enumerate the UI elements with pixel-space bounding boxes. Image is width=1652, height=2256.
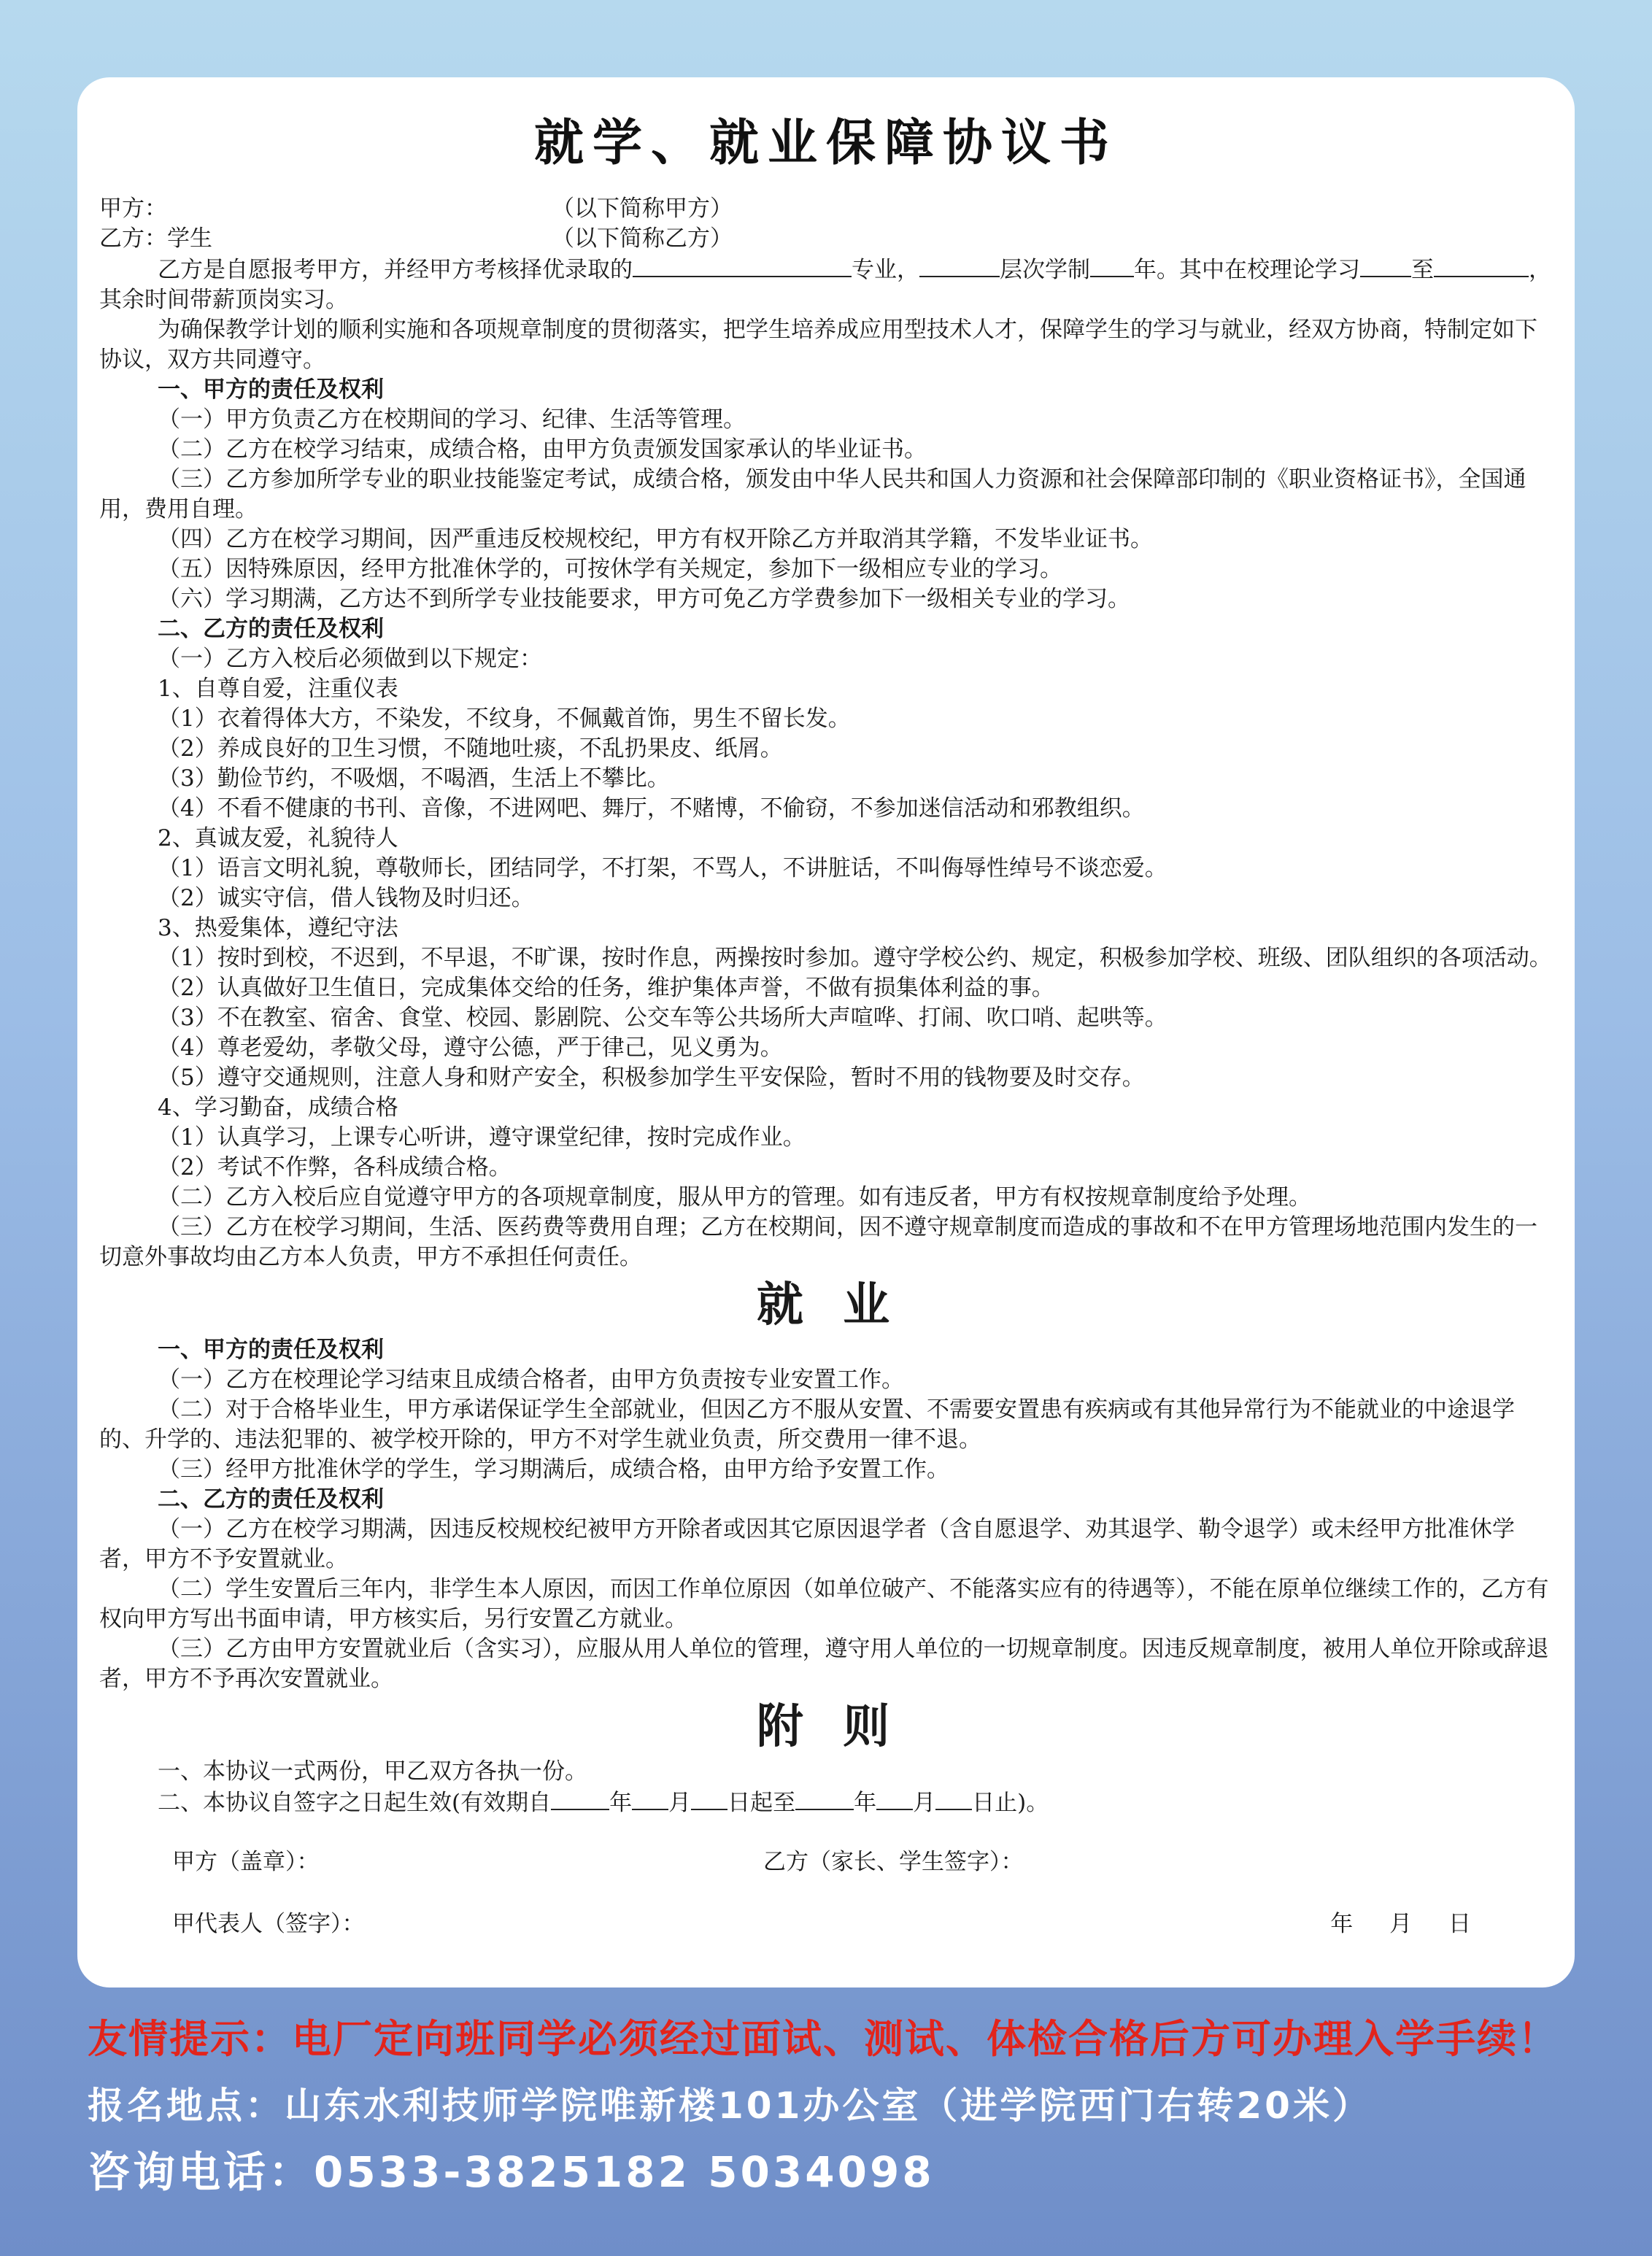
intro-seg1: 乙方是自愿报考甲方，并经甲方考核择优录取的 [158, 257, 633, 283]
appendix-heading: 附 则 [756, 1700, 902, 1754]
employment-b-heading: 二、乙方的责任及权利 [158, 1486, 384, 1513]
study-b-heading: 二、乙方的责任及权利 [158, 616, 384, 642]
validity-seg6: 月 [913, 1790, 936, 1816]
list-item: （二）对于合格毕业生，甲方承诺保证学生全部就业，但因乙方不服从安置、不需要安置患有疾病或有其他异常行为不能就业的中途退学的、升学的、违法犯罪的、被学校开除的，甲方不对学生就业负责，所交费用一律不退。 [99, 1397, 1515, 1453]
level-blank [919, 254, 1000, 277]
list-item: （1）认真学习，上课专心听讲，遵守课堂纪律，按时完成作业。 [158, 1124, 806, 1151]
list-item: （五）因特殊原因，经甲方批准休学的，可按休学有关规定，参加下一级相应专业的学习。 [158, 556, 1062, 582]
intro-seg3: 层次学制 [1000, 257, 1090, 283]
theory-start-blank [1360, 254, 1411, 277]
list-item: （2）考试不作弊，各科成绩合格。 [158, 1154, 512, 1181]
list-item: （2）认真做好卫生值日，完成集体交给的任务，维护集体声誉，不做有损集体利益的事。 [158, 975, 1054, 1001]
study-b-intro: （一）乙方入校后必须做到以下规定： [158, 646, 542, 672]
list-item: （4）尊老爱幼，孝敬父母，遵守公德，严于律己，见义勇为。 [158, 1035, 783, 1061]
party-a-line [99, 194, 1559, 224]
party-b-signature-label: 乙方（家长、学生签字）： [763, 1849, 1024, 1875]
start-year-blank [551, 1787, 609, 1810]
list-item: （一）乙方在校学习期满，因违反校规校纪被甲方开除者或因其它原因退学者（含自愿退学、劝其退学、勒令退学）或未经甲方批准休学者，甲方不予安置就业。 [99, 1516, 1515, 1572]
validity-seg1: 二、本协议自签字之日起生效(有效期自 [158, 1790, 552, 1816]
list-item: （1）语言文明礼貌，尊敬师长，团结同学，不打架，不骂人，不讲脏话，不叫侮辱性绰号不谈恋爱。 [158, 855, 1167, 881]
list-item: 4、学习勤奋，成绩合格 [158, 1094, 398, 1121]
list-item: （3）勤俭节约，不吸烟，不喝酒，生活上不攀比。 [158, 765, 670, 792]
list-item: （2）诚实守信，借人钱物及时归还。 [158, 885, 534, 911]
consultation-phone: 咨询电话：0533-3825182 5034098 [88, 2147, 935, 2197]
employment-heading: 就 业 [756, 1278, 902, 1332]
list-item: （三）乙方在校学习期间，生活、医药费等费用自理；乙方在校期间，因不遵守规章制度而造成的事故和不在甲方管理场地范围内发生的一切意外事故均由乙方本人负责，甲方不承担任何责任。 [99, 1214, 1537, 1270]
intro-seg6: ，其余时间带薪顶岗实习。 [99, 257, 1551, 313]
intro2-paragraph: 为确保教学计划的顺利实施和各项规章制度的贯彻落实，把学生培养成应用型技术人才，保障学生的学习与就业，经双方协商，特制定如下协议，双方共同遵守。 [99, 317, 1537, 373]
validity-seg7: 日止)。 [972, 1790, 1049, 1816]
agreement-body [99, 194, 1559, 1939]
signature-row [99, 1847, 1559, 1877]
signature-date: 年 月 日 [1330, 1911, 1471, 1937]
list-item: （三）乙方参加所学专业的职业技能鉴定考试，成绩合格，颁发由中华人民共和国人力资源和社会保障部印制的《职业资格证书》，全国通用，费用自理。 [99, 466, 1526, 522]
end-month-blank [876, 1787, 913, 1810]
appendix-item-1: 一、本协议一式两份，甲乙双方各执一份。 [158, 1758, 587, 1785]
intro-seg2: 专业， [852, 257, 919, 283]
party-a-label: 甲方： [99, 196, 167, 222]
end-day-blank [935, 1787, 972, 1810]
list-item: （二）乙方入校后应自觉遵守甲方的各项规章制度，服从甲方的管理。如有违反者，甲方有权按规章制度给予处理。 [158, 1184, 1311, 1210]
party-a-note: （以下简称甲方） [552, 196, 733, 222]
validity-seg4: 日起至 [727, 1790, 796, 1816]
list-item: （二）乙方在校学习结束，成绩合格，由甲方负责颁发国家承认的毕业证书。 [158, 436, 927, 463]
intro-seg4: 年。其中在校理论学习 [1134, 257, 1360, 283]
validity-seg2: 年 [609, 1790, 633, 1816]
party-b-label: 乙方：学生 [99, 225, 212, 252]
start-day-blank [691, 1787, 727, 1810]
list-item: 1、自尊自爱，注重仪表 [158, 676, 398, 702]
document-title: 就学、就业保障协议书 [533, 115, 1118, 172]
end-year-blank [795, 1787, 854, 1810]
list-item: （四）乙方在校学习期间，因严重违反校规校纪，甲方有权开除乙方并取消其学籍，不发毕业证书。 [158, 526, 1153, 552]
validity-seg5: 年 [854, 1790, 877, 1816]
list-item: （2）养成良好的卫生习惯，不随地吐痰，不乱扔果皮、纸屑。 [158, 735, 783, 762]
list-item: （5）遵守交通规则，注意人身和财产安全，积极参加学生平安保险，暂时不用的钱物要及时交存。 [158, 1065, 1145, 1091]
employment-a-heading: 一、甲方的责任及权利 [158, 1337, 384, 1363]
rules-list [99, 674, 1559, 1183]
list-item: （六）学习期满，乙方达不到所学专业技能要求，甲方可免乙方学费参加下一级相关专业的学习。 [158, 586, 1130, 612]
party-a-seal-label: 甲方（盖章）： [172, 1849, 320, 1875]
agreement-card [77, 77, 1575, 1987]
study-a-list [99, 405, 1559, 614]
theory-end-blank [1434, 254, 1529, 277]
validity-seg3: 月 [668, 1790, 692, 1816]
major-blank [633, 254, 852, 277]
friendly-tip: 友情提示：电厂定向班同学必须经过面试、测试、体检合格后方可办理入学手续！ [88, 2016, 1559, 2062]
list-item: （三）经甲方批准休学的学生，学习期满后，成绩合格，由甲方给予安置工作。 [158, 1456, 949, 1483]
intro-seg5: 至 [1411, 257, 1434, 283]
appendix-item-2 [99, 1787, 1559, 1818]
years-blank [1090, 254, 1134, 277]
list-item: 2、真诚友爱，礼貌待人 [158, 825, 398, 851]
list-item: （一）甲方负责乙方在校期间的学习、纪律、生活等管理。 [158, 406, 746, 433]
start-month-blank [632, 1787, 668, 1810]
list-item: （4）不看不健康的书刊、音像，不进网吧、舞厅，不赌博，不偷窃，不参加迷信活动和邪教组织。 [158, 795, 1145, 822]
intro-paragraph [99, 254, 1559, 315]
representative-row [99, 1909, 1559, 1939]
list-item: （1）衣着得体大方，不染发，不纹身，不佩戴首饰，男生不留长发。 [158, 706, 851, 732]
party-b-line [99, 224, 1559, 254]
list-item: （1）按时到校，不迟到，不早退，不旷课，按时作息，两操按时参加。遵守学校公约、规定，积极参加学校、班级、团队组织的各项活动。 [158, 945, 1552, 971]
registration-address: 报名地点：山东水利技师学院唯新楼101办公室（进学院西门右转20米） [88, 2085, 1372, 2127]
list-item: （三）乙方由甲方安置就业后（含实习），应服从用人单位的管理，遵守用人单位的一切规章制度。因违反规章制度，被用人单位开除或辞退者，甲方不予再次安置就业。 [99, 1636, 1549, 1692]
representative-signature-label: 甲代表人（签字）： [172, 1911, 365, 1937]
list-item: （二）学生安置后三年内，非学生本人原因，而因工作单位原因（如单位破产、不能落实应有的待遇等），不能在原单位继续工作的，乙方有权向甲方写出书面申请，甲方核实后，另行安置乙方就业。 [99, 1576, 1549, 1632]
list-item: （一）乙方在校理论学习结束且成绩合格者，由甲方负责按专业安置工作。 [158, 1367, 904, 1393]
study-a-heading: 一、甲方的责任及权利 [158, 376, 384, 403]
list-item: 3、热爱集体，遵纪守法 [158, 915, 398, 941]
list-item: （3）不在教室、宿舍、食堂、校园、影剧院、公交车等公共场所大声喧哗、打闹、吹口哨、起哄等。 [158, 1005, 1167, 1031]
party-b-note: （以下简称乙方） [552, 225, 733, 252]
